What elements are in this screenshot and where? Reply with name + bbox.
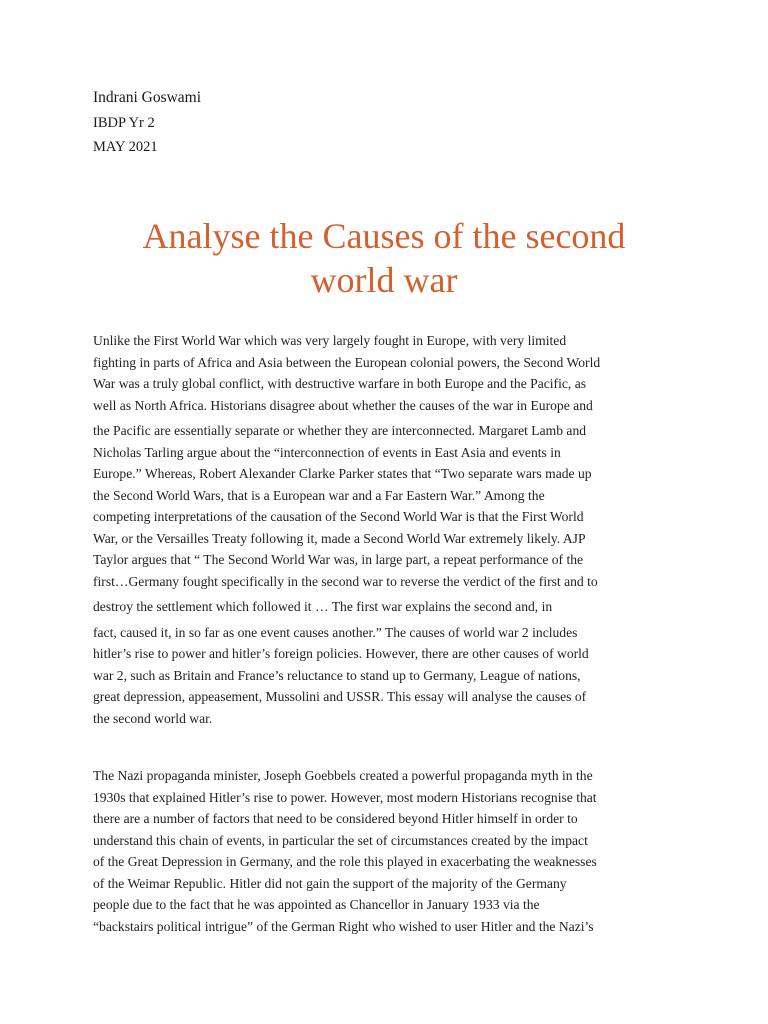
paragraph-line: The Nazi propaganda minister, Joseph Goebbels created a powerful propaganda myth in the — [93, 768, 593, 783]
paragraph-line: Unlike the First World War which was very largely fought in Europe, with very limited — [93, 333, 567, 348]
paragraph-line: fighting in parts of Africa and Asia between the European colonial powers, the Second World — [93, 354, 601, 370]
paragraph-line: first…Germany fought specifically in the second war to reverse the verdict of the first and to — [93, 573, 598, 589]
paragraph-line: destroy the settlement which followed it … The first war explains the second and, in — [93, 599, 553, 614]
paragraph-line: Europe.” Whereas, Robert Alexander Clarke Parker states that “Two separate wars made up — [93, 466, 592, 481]
essay-title-line-2: world war — [310, 260, 458, 300]
paragraph-line: well as North Africa. Historians disagree about whether the causes of the war in Europe and — [93, 397, 593, 413]
paragraph-introduction — [93, 330, 683, 729]
essay-title — [60, 214, 708, 302]
paragraph-line: great depression, appeasement, Mussolini and USSR. This essay will analyse the causes of — [93, 689, 587, 704]
paragraph-line: fact, caused it, in so far as one event causes another.” The causes of world war 2 includes — [93, 624, 578, 640]
paragraph-line: war 2, such as Britain and France’s reluctance to stand up to Germany, League of nations, — [93, 667, 581, 683]
document-date: MAY 2021 — [93, 139, 158, 155]
paragraph-line: there are a number of factors that need to be considered beyond Hitler himself in order to — [93, 811, 578, 826]
paragraph-line: 1930s that explained Hitler’s rise to power. However, most modern Historians recognise that — [93, 789, 597, 805]
paragraph-line: the Second World Wars, that is a European war and a Far Eastern War.” Among the — [93, 487, 545, 503]
author-name: Indrani Goswami — [93, 89, 202, 106]
paragraph-line: understand this chain of events, in particular the set of circumstances created by the impact — [93, 832, 588, 848]
paragraph-line: War, or the Versailles Treaty following it, made a Second World War extremely likely. AJP — [93, 530, 586, 546]
paragraph-line: of the Great Depression in Germany, and the role this played in exacerbating the weaknesses — [93, 854, 597, 869]
paragraph-line: Nicholas Tarling argue about the “interconnection of events in East Asia and events in — [93, 444, 561, 460]
paragraph-line: “backstairs political intrigue” of the German Right who wished to user Hitler and the Nazi’s — [93, 918, 594, 934]
paragraph-line: Taylor argues that “ The Second World War was, in large part, a repeat performance of the — [93, 552, 584, 567]
paragraph-line: people due to the fact that he was appointed as Chancellor in January 1933 via the — [93, 897, 540, 912]
program-label: IBDP Yr 2 — [93, 115, 155, 131]
paragraph-line: the Pacific are essentially separate or whether they are interconnected. Margaret Lamb and — [93, 423, 587, 438]
paragraph-hitler-rise — [93, 765, 683, 937]
paragraph-line: of the Weimar Republic. Hitler did not gain the support of the majority of the Germany — [93, 875, 567, 891]
paragraph-line: the second world war. — [93, 710, 213, 726]
paragraph-line: competing interpretations of the causation of the Second World War is that the First World — [93, 509, 584, 524]
paragraph-line: hitler’s rise to power and hitler’s foreign policies. However, there are other causes of world — [93, 646, 589, 661]
paragraph-line: War was a truly global conflict, with destructive warfare in both Europe and the Pacific, as — [93, 376, 587, 391]
essay-title-line-1: Analyse the Causes of the second — [142, 216, 626, 256]
